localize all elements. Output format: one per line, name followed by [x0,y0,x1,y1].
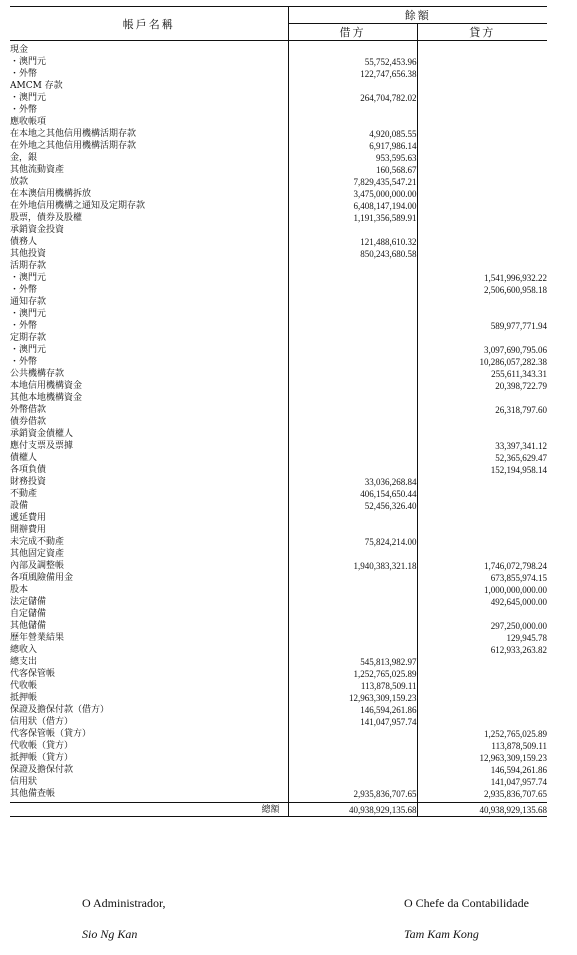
ledger-row [10,656,547,668]
account-name: ・澳門元 [10,57,47,67]
debit-amount [288,116,417,128]
ledger-row [10,416,547,428]
ledger-row [10,668,547,680]
ledger-row [10,308,547,320]
credit-amount [417,680,547,692]
header-balance: 餘額 [288,7,547,24]
debit-amount [288,644,417,656]
ledger-row [10,680,547,692]
debit-amount: 33,036,268.84 [288,476,417,488]
account-name: 抵押帳（貸方） [10,753,74,763]
credit-amount: 2,935,836,707.65 [417,788,547,803]
debit-amount [288,320,417,332]
debit-amount [288,380,417,392]
debit-amount [288,332,417,344]
credit-amount [417,332,547,344]
total-credit: 40,938,929,135.68 [417,803,547,817]
ledger-row [10,152,547,164]
trial-balance-table [10,6,547,817]
account-name: 債權人 [10,453,38,463]
account-name: 現金 [10,45,29,55]
credit-amount: 152,194,958.14 [417,464,547,476]
debit-amount: 545,813,982.97 [288,656,417,668]
ledger-row [10,164,547,176]
debit-amount: 113,878,509.11 [288,680,417,692]
ledger-row [10,452,547,464]
credit-amount [417,548,547,560]
account-name: ・澳門元 [10,345,47,355]
account-name: ・外幣 [10,105,38,115]
total-debit: 40,938,929,135.68 [288,803,417,817]
ledger-row [10,296,547,308]
account-name: 代客保管帳（貸方） [10,729,92,739]
ledger-row [10,332,547,344]
credit-amount: 52,365,629.47 [417,452,547,464]
debit-amount [288,608,417,620]
ledger-row [10,224,547,236]
account-name: ・外幣 [10,69,38,79]
debit-amount [288,512,417,524]
debit-amount: 6,408,147,194.00 [288,200,417,212]
ledger-row [10,740,547,752]
ledger-row [10,176,547,188]
credit-amount: 141,047,957.74 [417,776,547,788]
account-name: ・外幣 [10,357,38,367]
debit-amount: 122,747,656.38 [288,68,417,80]
ledger-row [10,116,547,128]
credit-amount [417,488,547,500]
credit-amount: 26,318,797.60 [417,404,547,416]
credit-amount [417,41,547,57]
account-name: 其他投資 [10,249,47,259]
account-name: 其他備查帳 [10,789,56,799]
account-name: 代收帳 [10,681,38,691]
account-name: 不動產 [10,489,38,499]
credit-amount: 1,252,765,025.89 [417,728,547,740]
total-label: 總額 [10,803,288,817]
debit-amount: 2,935,836,707.65 [288,788,417,803]
accounting-chief-name: Tam Kam Kong [404,927,479,941]
ledger-row [10,524,547,536]
credit-amount [417,308,547,320]
debit-amount: 146,594,261.86 [288,704,417,716]
account-name: 信用狀（借方） [10,717,74,727]
credit-amount [417,416,547,428]
account-name: 在外地之其他信用機構活期存款 [10,141,137,151]
ledger-row [10,488,547,500]
ledger-row [10,752,547,764]
administrator-title: O Administrador, [82,896,166,910]
debit-amount: 160,568.67 [288,164,417,176]
debit-amount [288,296,417,308]
account-name: 定期存款 [10,333,47,343]
debit-amount [288,368,417,380]
ledger-row [10,404,547,416]
debit-amount [288,392,417,404]
account-name: 總支出 [10,657,38,667]
ledger-row [10,320,547,332]
debit-amount [288,404,417,416]
ledger-row [10,776,547,788]
ledger-row [10,548,547,560]
account-name: 在本地之其他信用機構活期存款 [10,129,137,139]
credit-amount [417,116,547,128]
ledger-row [10,728,547,740]
account-name: 放款 [10,177,29,187]
account-name: 其他固定資產 [10,549,65,559]
debit-amount: 850,243,680.58 [288,248,417,260]
debit-amount: 1,191,356,589.91 [288,212,417,224]
account-name: ・澳門元 [10,93,47,103]
credit-amount [417,656,547,668]
credit-amount [417,608,547,620]
account-name: ・澳門元 [10,273,47,283]
debit-amount [288,104,417,116]
credit-amount [417,500,547,512]
account-name: ・外幣 [10,321,38,331]
debit-amount [288,632,417,644]
debit-amount [288,524,417,536]
ledger-row [10,716,547,728]
ledger-row [10,236,547,248]
administrator-name: Sio Ng Kan [82,927,138,941]
credit-amount [417,248,547,260]
credit-amount: 20,398,722.79 [417,380,547,392]
credit-amount: 612,933,263.82 [417,644,547,656]
debit-amount: 141,047,957.74 [288,716,417,728]
account-name: 信用狀 [10,777,38,787]
ledger-row [10,284,547,296]
credit-amount [417,200,547,212]
ledger-row [10,560,547,572]
ledger-row [10,68,547,80]
debit-amount [288,356,417,368]
debit-amount [288,284,417,296]
debit-amount: 121,488,610.32 [288,236,417,248]
credit-amount [417,68,547,80]
debit-amount [288,440,417,452]
credit-amount: 2,506,600,958.18 [417,284,547,296]
account-name: 股票，債券及股權 [10,213,83,223]
ledger-row [10,128,547,140]
account-name: 外幣借款 [10,405,47,415]
debit-amount [288,764,417,776]
credit-amount [417,512,547,524]
credit-amount [417,668,547,680]
debit-amount: 7,829,435,547.21 [288,176,417,188]
account-name: 應收帳項 [10,117,47,127]
credit-amount: 113,878,509.11 [417,740,547,752]
account-name: ・澳門元 [10,309,47,319]
debit-amount: 3,475,000,000.00 [288,188,417,200]
credit-amount [417,536,547,548]
debit-amount: 55,752,453.96 [288,56,417,68]
debit-amount: 264,704,782.02 [288,92,417,104]
debit-amount: 1,252,765,025.89 [288,668,417,680]
credit-amount [417,152,547,164]
credit-amount [417,56,547,68]
account-name: 遞延費用 [10,513,47,523]
account-name: 通知存款 [10,297,47,307]
credit-amount: 673,855,974.15 [417,572,547,584]
ledger-row [10,188,547,200]
credit-amount [417,92,547,104]
ledger-row [10,140,547,152]
credit-amount [417,104,547,116]
account-name: 債務人 [10,237,38,247]
debit-amount [288,428,417,440]
account-name: 應付支票及票據 [10,441,74,451]
ledger-row [10,41,547,57]
header-debit: 借方 [288,24,417,41]
account-name: 財務投資 [10,477,47,487]
account-name: 開辦費用 [10,525,47,535]
credit-amount: 1,746,072,798.24 [417,560,547,572]
account-name: 總收入 [10,645,38,655]
debit-amount [288,548,417,560]
account-name: 其他本地機構資金 [10,393,83,403]
ledger-body [10,41,547,803]
debit-amount [288,620,417,632]
account-name: 歷年營業結果 [10,633,65,643]
debit-amount [288,752,417,764]
account-name: 公共機構存款 [10,369,65,379]
ledger-row [10,260,547,272]
account-name: 各項風險備用金 [10,573,74,583]
credit-amount: 492,645,000.00 [417,596,547,608]
ledger-row [10,272,547,284]
ledger-row [10,476,547,488]
credit-amount: 10,286,057,282.38 [417,356,547,368]
account-name: 內部及調整帳 [10,561,65,571]
ledger-row [10,764,547,776]
account-name: 其他流動資產 [10,165,65,175]
credit-amount: 1,000,000,000.00 [417,584,547,596]
debit-amount [288,272,417,284]
credit-amount: 589,977,771.94 [417,320,547,332]
account-name: 股本 [10,585,29,595]
credit-amount [417,128,547,140]
credit-amount [417,704,547,716]
credit-amount: 3,097,690,795.06 [417,344,547,356]
account-name: 代收帳（貸方） [10,741,74,751]
credit-amount [417,212,547,224]
ledger-row [10,56,547,68]
account-name: 未完成不動產 [10,537,65,547]
ledger-row [10,620,547,632]
account-name: 活期存款 [10,261,47,271]
debit-amount [288,260,417,272]
credit-amount [417,224,547,236]
credit-amount: 255,611,343.31 [417,368,547,380]
debit-amount [288,80,417,92]
debit-amount: 75,824,214.00 [288,536,417,548]
accounting-chief-title: O Chefe da Contabilidade [404,896,529,910]
credit-amount [417,164,547,176]
debit-amount [288,572,417,584]
credit-amount: 1,541,996,932.22 [417,272,547,284]
ledger-row [10,344,547,356]
credit-amount [417,524,547,536]
account-name: 代客保管帳 [10,669,56,679]
credit-amount [417,716,547,728]
ledger-row [10,500,547,512]
debit-amount [288,41,417,57]
ledger-row [10,704,547,716]
ledger-row [10,644,547,656]
account-name: 在外地信用機構之通知及定期存款 [10,201,146,211]
debit-amount: 953,595.63 [288,152,417,164]
ledger-row [10,356,547,368]
account-name: 承銷資金投資 [10,225,65,235]
credit-amount [417,392,547,404]
ledger-row [10,512,547,524]
account-name: 抵押帳 [10,693,38,703]
ledger-row [10,368,547,380]
ledger-row [10,104,547,116]
account-name: 法定儲備 [10,597,47,607]
total-row [10,803,547,817]
credit-amount: 33,397,341.12 [417,440,547,452]
credit-amount [417,260,547,272]
debit-amount: 12,963,309,159.23 [288,692,417,704]
account-name: 金，銀 [10,153,38,163]
account-name: 保證及擔保付款（借方） [10,705,110,715]
ledger-row [10,428,547,440]
credit-amount [417,140,547,152]
account-name: 設備 [10,501,29,511]
debit-amount [288,776,417,788]
account-name: 債券借款 [10,417,47,427]
ledger-row [10,464,547,476]
account-name: 承銷資金債權人 [10,429,74,439]
account-name: 在本澳信用機構拆放 [10,189,92,199]
ledger-row [10,572,547,584]
debit-amount [288,728,417,740]
ledger-row [10,788,547,803]
ledger-row [10,632,547,644]
credit-amount [417,428,547,440]
account-name: 保證及擔保付款 [10,765,74,775]
account-name: ・外幣 [10,285,38,295]
credit-amount: 297,250,000.00 [417,620,547,632]
ledger-row [10,380,547,392]
account-name: 本地信用機構資金 [10,381,83,391]
ledger-row [10,92,547,104]
ledger-row [10,536,547,548]
ledger-row [10,440,547,452]
credit-amount: 12,963,309,159.23 [417,752,547,764]
debit-amount: 52,456,326.40 [288,500,417,512]
account-name: 其他儲備 [10,621,47,631]
debit-amount [288,416,417,428]
debit-amount: 406,154,650.44 [288,488,417,500]
ledger-row [10,392,547,404]
credit-amount [417,80,547,92]
credit-amount [417,176,547,188]
ledger-row [10,596,547,608]
account-name: AMCM 存款 [10,81,63,91]
ledger-row [10,584,547,596]
debit-amount: 6,917,986.14 [288,140,417,152]
ledger-row [10,608,547,620]
account-name: 自定儲備 [10,609,47,619]
debit-amount [288,452,417,464]
debit-amount: 4,920,085.55 [288,128,417,140]
credit-amount: 146,594,261.86 [417,764,547,776]
trial-balance-sheet [10,6,547,817]
header-credit: 貸方 [417,24,547,41]
account-name: 各項負債 [10,465,47,475]
credit-amount [417,476,547,488]
ledger-row [10,248,547,260]
credit-amount [417,188,547,200]
ledger-row [10,80,547,92]
debit-amount [288,344,417,356]
credit-amount: 129,945.78 [417,632,547,644]
debit-amount [288,740,417,752]
debit-amount [288,464,417,476]
debit-amount [288,224,417,236]
debit-amount [288,584,417,596]
credit-amount [417,236,547,248]
debit-amount: 1,940,383,321.18 [288,560,417,572]
ledger-row [10,212,547,224]
debit-amount [288,596,417,608]
credit-amount [417,692,547,704]
ledger-row [10,692,547,704]
credit-amount [417,296,547,308]
header-account-name: 帳戶名稱 [10,7,288,41]
ledger-row [10,200,547,212]
debit-amount [288,308,417,320]
